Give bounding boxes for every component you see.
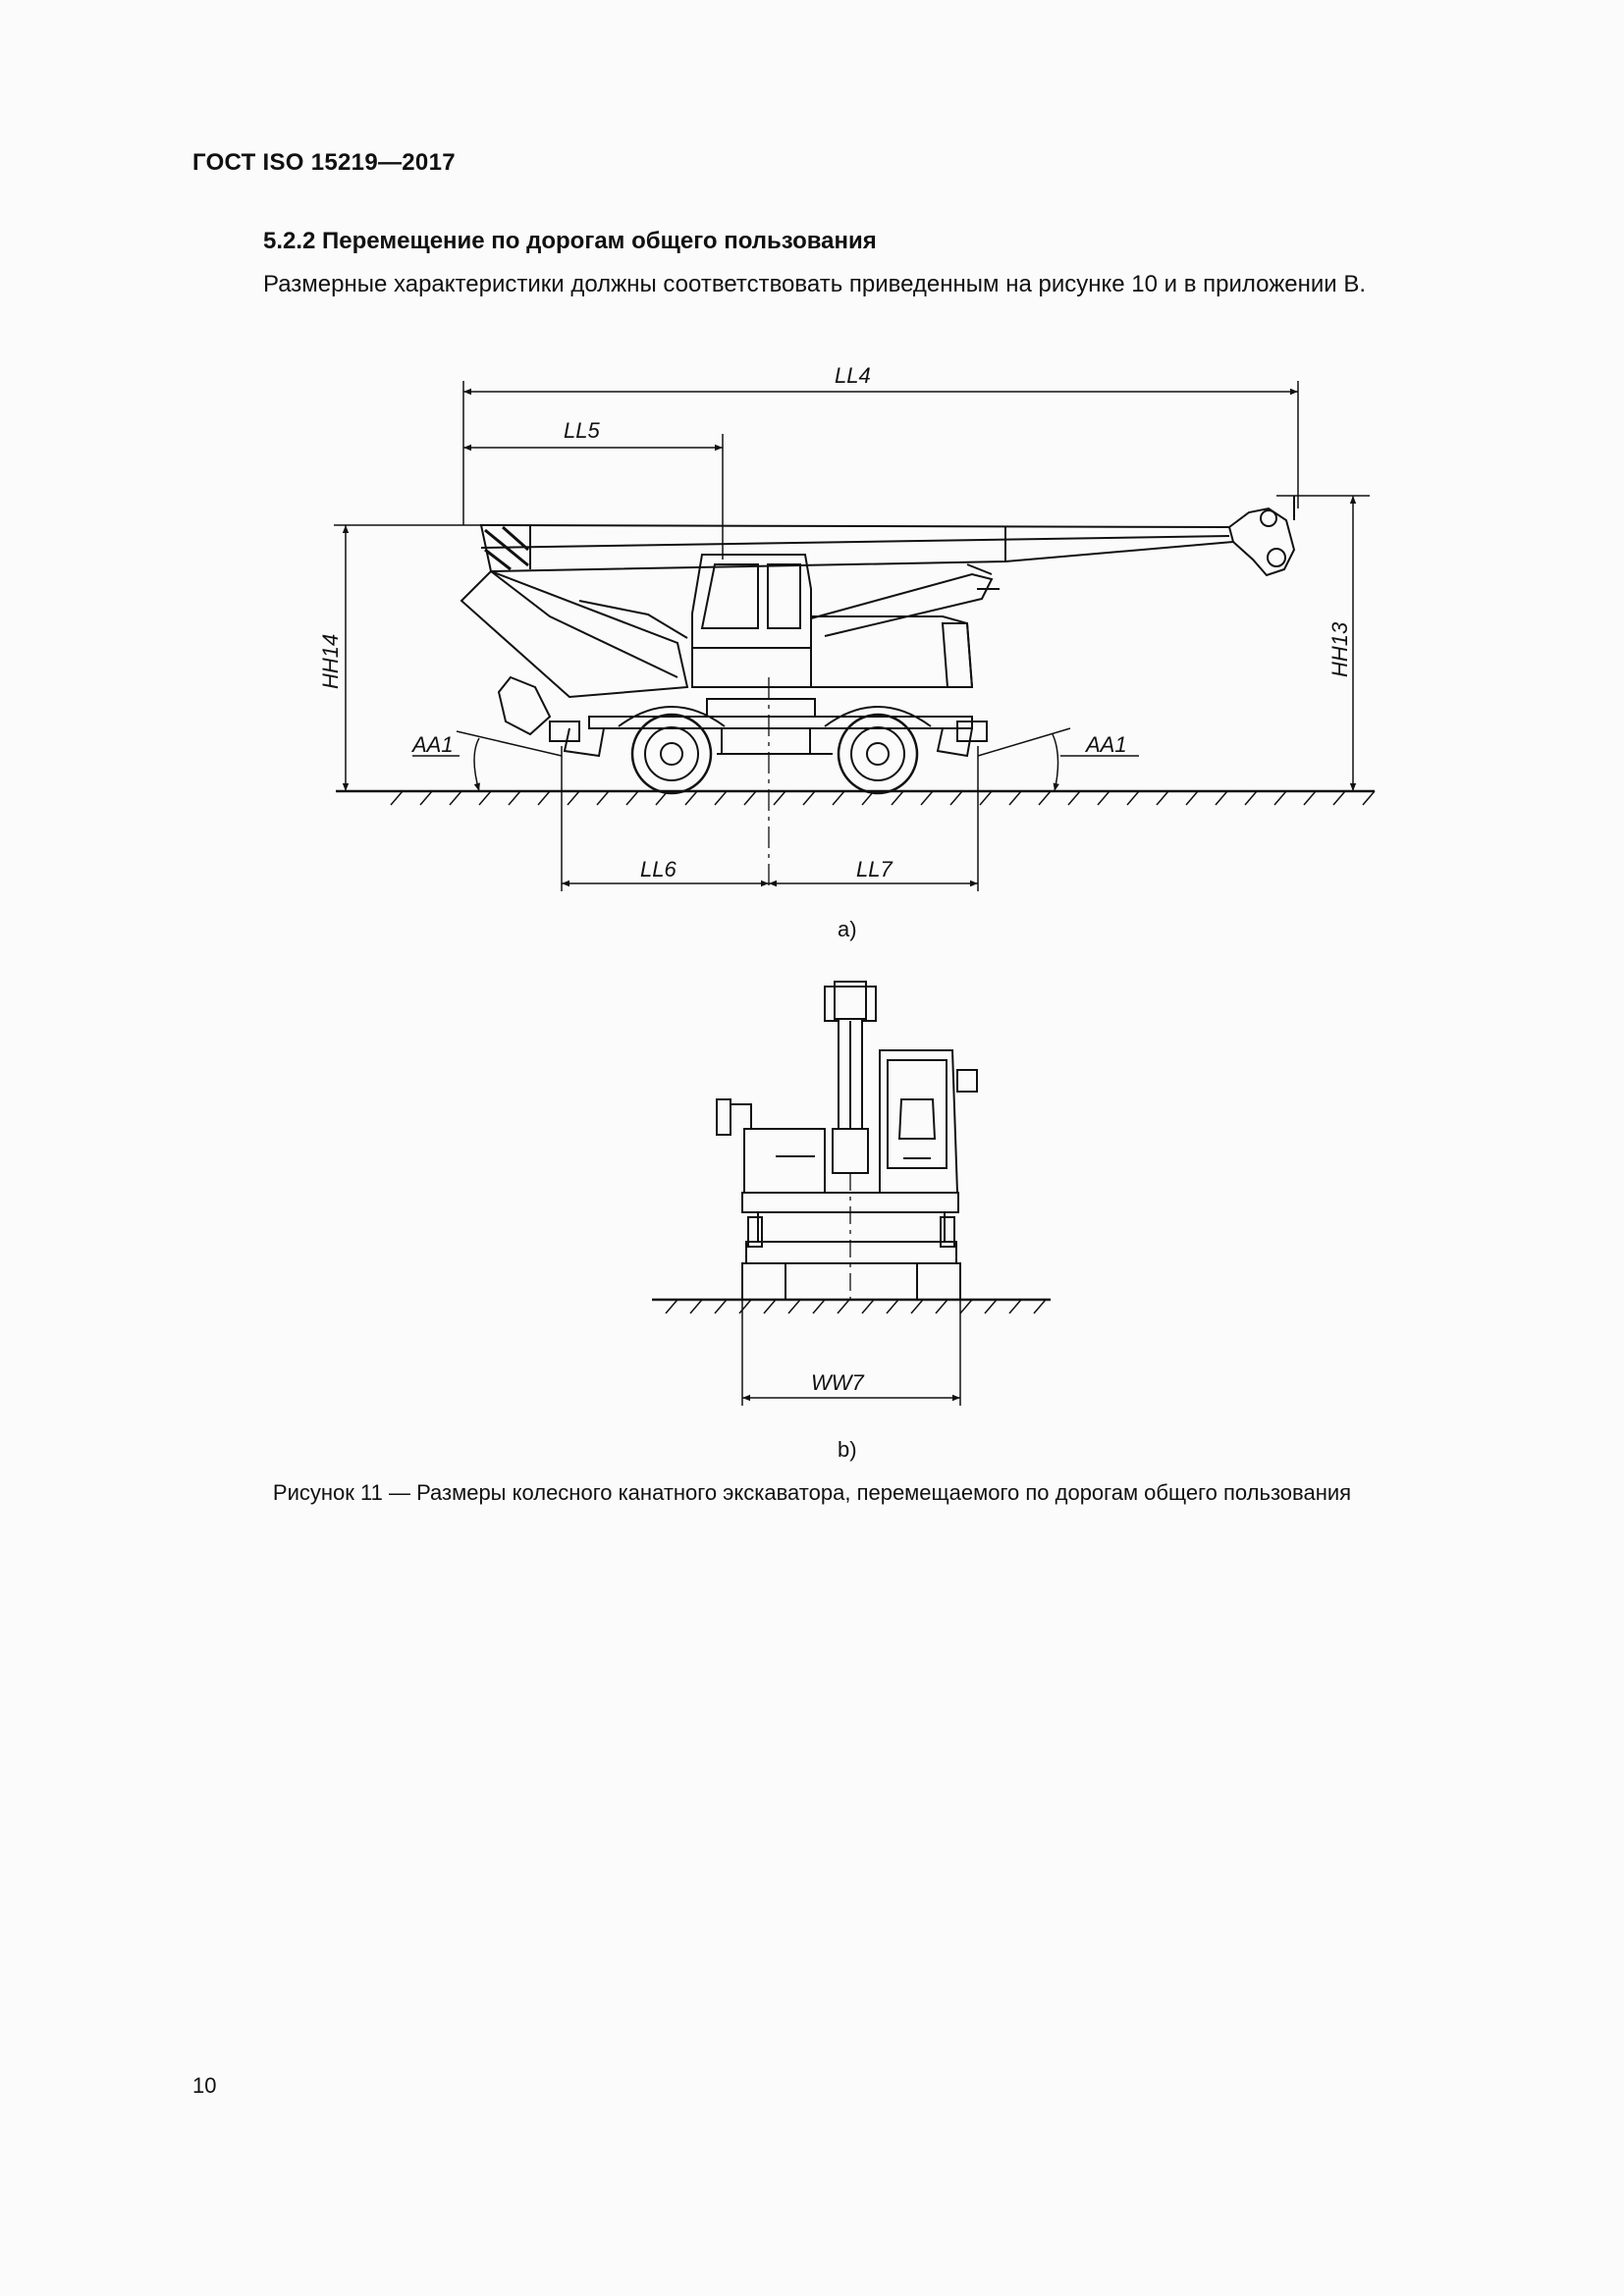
figure-a-sublabel: a) xyxy=(838,917,857,941)
figure-caption: Рисунок 11 — Размеры колесного канатного экскаватора, перемещаемого по дорогам общего пользования xyxy=(272,1480,1352,1505)
dim-aa1-right: AA1 xyxy=(1086,732,1127,757)
side-view-dimension-labels xyxy=(318,363,1352,881)
side-view-dimensions xyxy=(334,381,1370,891)
dim-ll7: LL7 xyxy=(856,857,893,881)
figure-b-sublabel: b) xyxy=(838,1437,857,1462)
dim-ll4: LL4 xyxy=(835,363,871,388)
dim-ww7: WW7 xyxy=(811,1370,864,1395)
dim-hh14: HH14 xyxy=(318,633,343,689)
side-view-excavator xyxy=(336,496,1375,891)
document-header: ГОСТ ISO 15219—2017 xyxy=(192,149,456,176)
dim-hh13: HH13 xyxy=(1327,621,1352,677)
rear-view-excavator xyxy=(652,982,1051,1313)
dim-aa1-left: AA1 xyxy=(412,732,454,757)
page-number: 10 xyxy=(192,2073,217,2098)
section-title: 5.2.2 Перемещение по дорогам общего пользования xyxy=(263,228,877,254)
dim-ll6: LL6 xyxy=(640,857,677,881)
body-paragraph: Размерные характеристики должны соответствовать приведенным на рисунке 10 и в приложении В. xyxy=(263,271,1367,297)
dim-ll5: LL5 xyxy=(564,418,600,443)
